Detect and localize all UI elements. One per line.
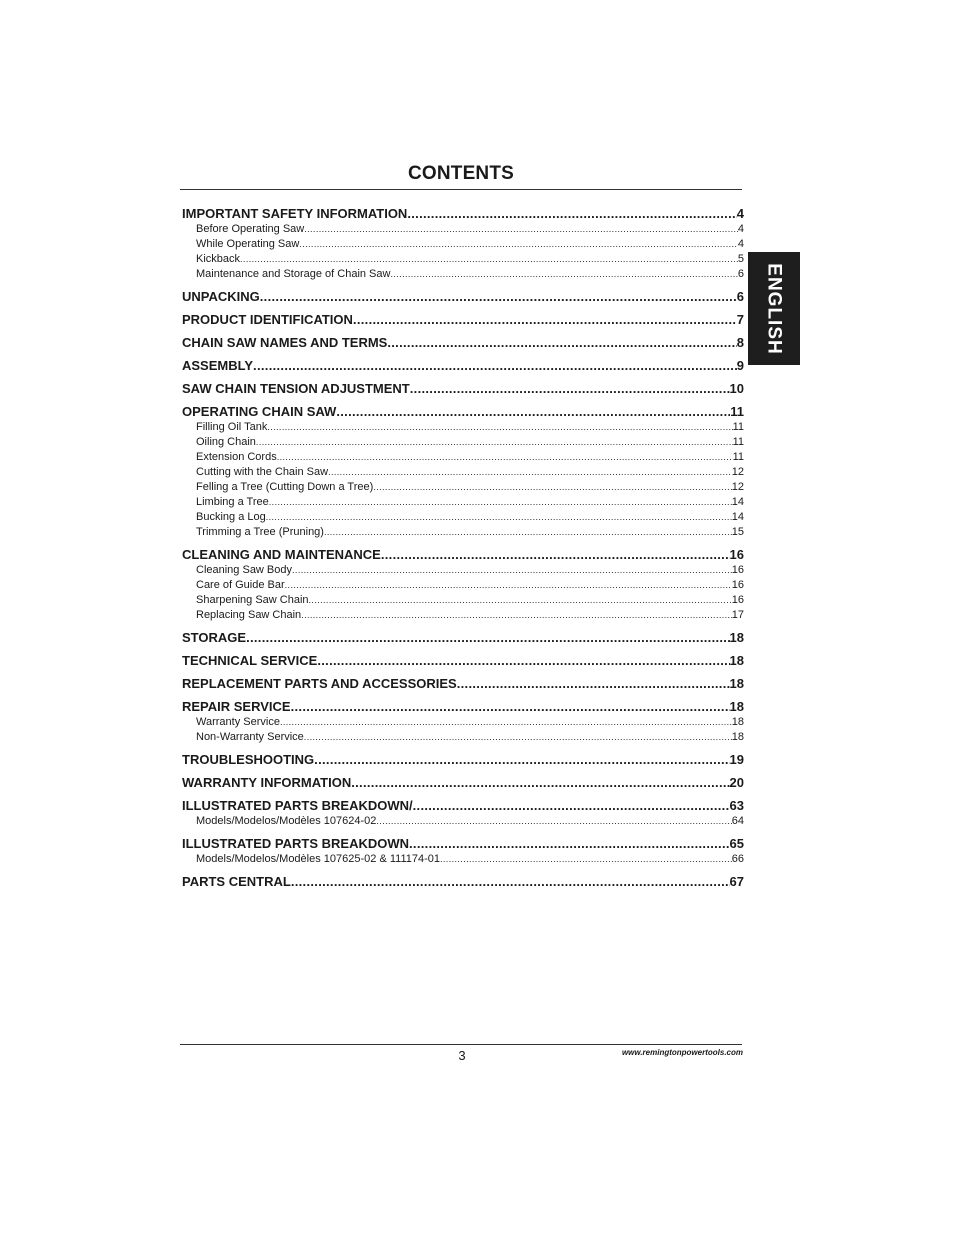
toc-subentry[interactable] xyxy=(182,730,744,745)
dot-leader xyxy=(266,510,732,525)
language-tab-label: ENGLISH xyxy=(764,262,786,355)
toc-subentry-label: Models/Modelos/Modèles 107624-02 xyxy=(196,815,377,827)
toc-section xyxy=(182,312,744,328)
toc-section xyxy=(182,775,744,791)
toc-entry-label: CHAIN SAW NAMES AND TERMS xyxy=(182,335,388,350)
toc-subentry[interactable] xyxy=(182,510,744,525)
toc-entry-label: SAW CHAIN TENSION ADJUSTMENT xyxy=(182,381,410,396)
dot-leader xyxy=(253,358,737,374)
toc-entry-label: STORAGE xyxy=(182,630,247,645)
toc-entry-page-number: 11 xyxy=(730,404,744,419)
toc-section xyxy=(182,289,744,305)
dot-leader xyxy=(280,715,732,730)
toc-entry-page-number: 18 xyxy=(729,676,744,691)
dot-leader xyxy=(353,312,737,328)
toc-subentry-label: Before Operating Saw xyxy=(196,223,305,235)
toc-entry[interactable] xyxy=(182,547,744,563)
dot-leader xyxy=(292,563,732,578)
toc-entry[interactable] xyxy=(182,206,744,222)
dot-leader xyxy=(256,435,733,450)
toc-subentry-page-number: 4 xyxy=(737,238,744,250)
toc-entry-label: IMPORTANT SAFETY INFORMATION xyxy=(182,206,408,221)
title-divider xyxy=(180,189,742,190)
toc-section xyxy=(182,547,744,623)
page-title: CONTENTS xyxy=(407,163,515,184)
toc-subentry-label: Kickback xyxy=(196,253,241,265)
toc-entry-page-number: 8 xyxy=(736,335,744,350)
toc-subentry-label: Bucking a Log xyxy=(196,511,266,523)
toc-section xyxy=(182,676,744,692)
toc-subentry-page-number: 6 xyxy=(737,268,744,280)
dot-leader xyxy=(373,480,731,495)
dot-leader xyxy=(309,593,732,608)
toc-section xyxy=(182,381,744,397)
toc-subentry-label: Maintenance and Storage of Chain Saw xyxy=(196,268,391,280)
toc-subentry-label: Cutting with the Chain Saw xyxy=(196,466,329,478)
dot-leader xyxy=(304,222,738,237)
dot-leader xyxy=(376,814,731,829)
toc-section xyxy=(182,653,744,669)
toc-subentry-page-number: 16 xyxy=(731,594,744,606)
toc-section xyxy=(182,206,744,282)
toc-entry-page-number: 19 xyxy=(729,752,744,767)
dot-leader xyxy=(324,525,732,540)
toc-entry[interactable] xyxy=(182,676,744,692)
toc-subentry[interactable] xyxy=(182,267,744,282)
table-of-contents xyxy=(182,206,744,897)
toc-subentry[interactable] xyxy=(182,852,744,867)
dot-leader xyxy=(285,578,732,593)
toc-subentry[interactable] xyxy=(182,237,744,252)
toc-entry-label: PARTS CENTRAL xyxy=(182,874,291,889)
toc-subentry-page-number: 12 xyxy=(731,466,744,478)
toc-subentry-label: Cleaning Saw Body xyxy=(196,564,293,576)
toc-subentry-label: While Operating Saw xyxy=(196,238,300,250)
toc-entry[interactable] xyxy=(182,312,744,328)
toc-entry[interactable] xyxy=(182,836,744,852)
toc-entry-label: TECHNICAL SERVICE xyxy=(182,653,318,668)
toc-subentry-label: Extension Cords xyxy=(196,451,277,463)
toc-entry-label: ILLUSTRATED PARTS BREAKDOWN xyxy=(182,836,410,851)
dot-leader xyxy=(407,206,736,222)
toc-subentry-label: Non-Warranty Service xyxy=(196,731,304,743)
toc-entry-page-number: 18 xyxy=(729,630,744,645)
toc-section xyxy=(182,358,744,374)
toc-subentry[interactable] xyxy=(182,593,744,608)
toc-entry[interactable] xyxy=(182,874,744,890)
dot-leader xyxy=(390,267,737,282)
toc-subentry-label: Limbing a Tree xyxy=(196,496,269,508)
toc-entry-label: CLEANING AND MAINTENANCE xyxy=(182,547,381,562)
toc-subentry[interactable] xyxy=(182,480,744,495)
dot-leader xyxy=(314,752,729,768)
toc-entry-label: PRODUCT IDENTIFICATION xyxy=(182,312,353,327)
toc-subentry-page-number: 16 xyxy=(731,564,744,576)
toc-subentry-label: Models/Modelos/Modèles 107625-02 & 111174-01 xyxy=(196,853,440,865)
language-tab xyxy=(748,252,800,365)
toc-subentry-page-number: 5 xyxy=(737,253,744,265)
toc-subentry-page-number: 11 xyxy=(732,421,744,433)
toc-entry-page-number: 6 xyxy=(736,289,744,304)
toc-subentry[interactable] xyxy=(182,578,744,593)
toc-subentry[interactable] xyxy=(182,608,744,623)
toc-subentry-page-number: 16 xyxy=(731,579,744,591)
dot-leader xyxy=(409,836,730,852)
toc-subentry[interactable] xyxy=(182,465,744,480)
toc-section xyxy=(182,836,744,867)
dot-leader xyxy=(440,852,732,867)
dot-leader xyxy=(336,404,730,420)
footer-divider xyxy=(180,1044,742,1045)
toc-subentry-label: Felling a Tree (Cutting Down a Tree) xyxy=(196,481,374,493)
toc-entry-label: UNPACKING xyxy=(182,289,260,304)
toc-entry[interactable] xyxy=(182,775,744,791)
toc-subentry-label: Replacing Saw Chain xyxy=(196,609,302,621)
dot-leader xyxy=(299,237,738,252)
toc-subentry-page-number: 12 xyxy=(731,481,744,493)
dot-leader xyxy=(387,335,736,351)
toc-entry-page-number: 63 xyxy=(729,798,744,813)
toc-entry-label: TROUBLESHOOTING xyxy=(182,752,315,767)
toc-subentry-page-number: 18 xyxy=(731,716,744,728)
page-number: 3 xyxy=(458,1048,466,1063)
toc-subentry-page-number: 14 xyxy=(731,511,744,523)
dot-leader xyxy=(240,252,738,267)
toc-entry[interactable] xyxy=(182,404,744,420)
toc-subentry-label: Trimming a Tree (Pruning) xyxy=(196,526,324,538)
toc-entry-page-number: 18 xyxy=(729,653,744,668)
toc-subentry[interactable] xyxy=(182,814,744,829)
toc-entry-label: REPAIR SERVICE xyxy=(182,699,291,714)
dot-leader xyxy=(413,798,730,814)
toc-subentry-page-number: 18 xyxy=(731,731,744,743)
toc-section xyxy=(182,874,744,890)
toc-entry-label: ASSEMBLY xyxy=(182,358,254,373)
toc-entry[interactable] xyxy=(182,752,744,768)
dot-leader xyxy=(277,450,733,465)
toc-section xyxy=(182,798,744,829)
toc-entry-label: REPLACEMENT PARTS AND ACCESSORIES xyxy=(182,676,457,691)
toc-entry[interactable] xyxy=(182,358,744,374)
toc-subentry-page-number: 17 xyxy=(731,609,744,621)
toc-subentry[interactable] xyxy=(182,222,744,237)
toc-entry-page-number: 18 xyxy=(729,699,744,714)
dot-leader xyxy=(301,608,732,623)
dot-leader xyxy=(304,730,732,745)
dot-leader xyxy=(246,630,729,646)
toc-subentry-page-number: 11 xyxy=(732,451,744,463)
dot-leader xyxy=(410,381,730,397)
dot-leader xyxy=(260,289,737,305)
dot-leader xyxy=(291,874,730,890)
toc-subentry-page-number: 14 xyxy=(731,496,744,508)
toc-entry[interactable] xyxy=(182,653,744,669)
toc-entry-label: ILLUSTRATED PARTS BREAKDOWN/ xyxy=(182,798,413,813)
toc-entry-page-number: 16 xyxy=(729,547,744,562)
toc-entry[interactable] xyxy=(182,289,744,305)
dot-leader xyxy=(351,775,729,791)
dot-leader xyxy=(267,420,732,435)
toc-entry-page-number: 10 xyxy=(729,381,744,396)
toc-entry-page-number: 67 xyxy=(729,874,744,889)
toc-entry-label: WARRANTY INFORMATION xyxy=(182,775,352,790)
toc-entry-label: OPERATING CHAIN SAW xyxy=(182,404,337,419)
toc-subentry[interactable] xyxy=(182,495,744,510)
dot-leader xyxy=(457,676,730,692)
toc-subentry-page-number: 64 xyxy=(731,815,744,827)
dot-leader xyxy=(328,465,732,480)
toc-subentry-page-number: 15 xyxy=(731,526,744,538)
toc-subentry-label: Care of Guide Bar xyxy=(196,579,285,591)
dot-leader xyxy=(291,699,730,715)
toc-subentry[interactable] xyxy=(182,715,744,730)
dot-leader xyxy=(269,495,732,510)
toc-entry-page-number: 20 xyxy=(729,775,744,790)
toc-entry-page-number: 9 xyxy=(736,358,744,373)
toc-section xyxy=(182,699,744,745)
toc-subentry[interactable] xyxy=(182,450,744,465)
toc-subentry-page-number: 11 xyxy=(732,436,744,448)
toc-subentry[interactable] xyxy=(182,420,744,435)
toc-entry[interactable] xyxy=(182,630,744,646)
toc-entry-page-number: 4 xyxy=(736,206,744,221)
toc-subentry-label: Warranty Service xyxy=(196,716,280,728)
toc-subentry[interactable] xyxy=(182,563,744,578)
toc-section xyxy=(182,630,744,646)
toc-section xyxy=(182,404,744,540)
toc-entry[interactable] xyxy=(182,335,744,351)
toc-subentry[interactable] xyxy=(182,525,744,540)
dot-leader xyxy=(317,653,729,669)
toc-section xyxy=(182,752,744,768)
website-url: www.remingtonpowertools.com xyxy=(621,1048,743,1057)
toc-entry[interactable] xyxy=(182,798,744,814)
toc-entry[interactable] xyxy=(182,699,744,715)
toc-subentry-label: Sharpening Saw Chain xyxy=(196,594,309,606)
toc-subentry-page-number: 4 xyxy=(737,223,744,235)
toc-subentry-page-number: 66 xyxy=(731,853,744,865)
toc-subentry-label: Oiling Chain xyxy=(196,436,256,448)
toc-subentry-label: Filling Oil Tank xyxy=(196,421,268,433)
toc-entry-page-number: 7 xyxy=(736,312,744,327)
dot-leader xyxy=(381,547,730,563)
toc-subentry[interactable] xyxy=(182,435,744,450)
toc-subentry[interactable] xyxy=(182,252,744,267)
toc-entry-page-number: 65 xyxy=(729,836,744,851)
toc-section xyxy=(182,335,744,351)
toc-entry[interactable] xyxy=(182,381,744,397)
